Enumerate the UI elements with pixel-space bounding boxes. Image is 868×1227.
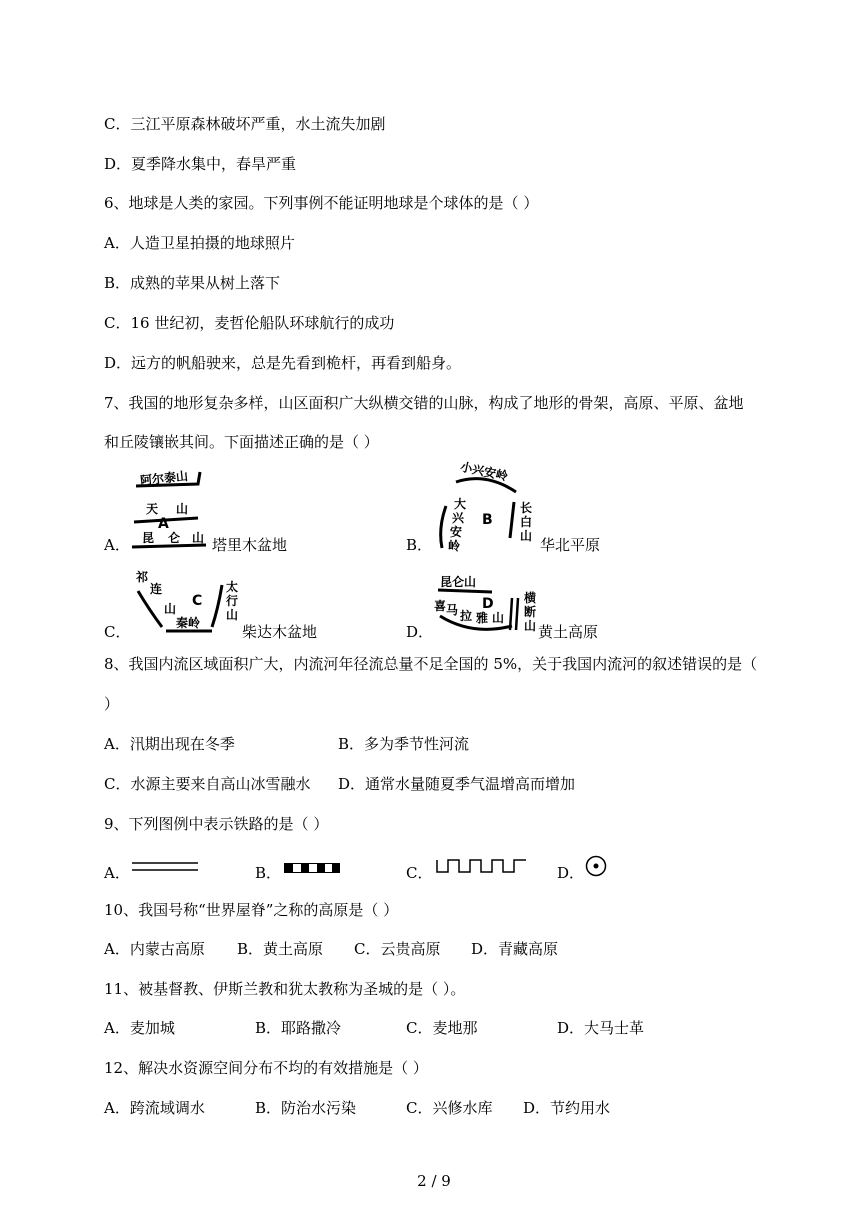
map-label: 行 bbox=[226, 594, 239, 608]
q7-option-d-letter: D． bbox=[406, 623, 434, 641]
q11-stem: 11、被基督教、伊斯兰教和犹太教称为圣城的是（ ）。 bbox=[104, 980, 466, 998]
map-label: 安 bbox=[450, 525, 463, 539]
q7-option-d-answer: 黄土高原 bbox=[538, 623, 599, 641]
q12-option-c: C．兴修水库 bbox=[406, 1099, 493, 1117]
q8-stem-line1: 8、我国内流区域面积广大，内流河年径流总量不足全国的 5%，关于我国内流河的叙述错误的是（ bbox=[104, 655, 758, 673]
q10-option-d: D．青藏高原 bbox=[471, 940, 559, 958]
q9-option-c-letter: C． bbox=[406, 864, 433, 882]
map-label: B bbox=[482, 512, 493, 528]
map-label: 小兴安岭 bbox=[459, 459, 509, 484]
q6-option-b: B．成熟的苹果从树上落下 bbox=[104, 274, 281, 292]
map-label: 白 bbox=[520, 515, 533, 529]
q9-option-a-letter: A． bbox=[104, 864, 130, 882]
q10-stem: 10、我国号称“世界屋脊”之称的高原是（ ） bbox=[104, 901, 399, 919]
map-label: 山 bbox=[492, 611, 505, 625]
q11-option-d: D．大马士革 bbox=[557, 1019, 645, 1037]
q11-option-b: B．耶路撒冷 bbox=[255, 1019, 342, 1037]
q6-option-d: D．远方的帆船驶来，总是先看到桅杆，再看到船身。 bbox=[104, 354, 462, 372]
map-label: 喜 bbox=[434, 599, 447, 613]
map-label: 岭 bbox=[448, 539, 461, 553]
map-label: 昆仑山 bbox=[440, 575, 477, 589]
q7-option-c-map bbox=[130, 565, 242, 643]
map-label: A bbox=[158, 516, 169, 532]
q5-option-c: C．三江平原森林破坏严重，水土流失加剧 bbox=[104, 115, 386, 133]
q7-option-b-answer: 华北平原 bbox=[540, 536, 601, 554]
q8-option-a: A．汛期出现在冬季 bbox=[104, 735, 235, 753]
q8-option-b: B．多为季节性河流 bbox=[338, 735, 470, 753]
map-label: 长 bbox=[520, 501, 533, 515]
map-label: 山 bbox=[520, 529, 533, 543]
map-label: 祁 bbox=[136, 570, 149, 584]
q7-option-b-letter: B． bbox=[406, 536, 433, 554]
q12-option-a: A．跨流域调水 bbox=[104, 1099, 205, 1117]
q9-option-d-capital-icon bbox=[585, 855, 607, 877]
q7-option-c-letter: C． bbox=[104, 623, 131, 641]
q8-stem-line2: ） bbox=[104, 695, 120, 713]
map-label: 昆 bbox=[142, 531, 155, 545]
map-label: 天 bbox=[146, 502, 159, 516]
map-label: 大 bbox=[454, 497, 467, 511]
q6-option-a: A．人造卫星拍摄的地球照片 bbox=[104, 234, 295, 252]
q7-option-a-map bbox=[128, 462, 218, 554]
map-label: 山 bbox=[192, 531, 205, 545]
q9-option-d-letter: D． bbox=[557, 864, 585, 882]
q9-option-b-letter: B． bbox=[255, 864, 282, 882]
map-label: 山 bbox=[226, 608, 239, 622]
q9-stem: 9、下列图例中表示铁路的是（ ） bbox=[104, 815, 329, 833]
q8-option-d: D．通常水量随夏季气温增高而增加 bbox=[338, 775, 576, 793]
page-number: 2 / 9 bbox=[417, 1172, 451, 1190]
q8-option-c: C．水源主要来自高山冰雪融水 bbox=[104, 775, 311, 793]
map-label: 山 bbox=[176, 502, 189, 516]
map-label: 阿尔泰山 bbox=[139, 468, 189, 488]
map-label: 断 bbox=[524, 605, 537, 619]
q7-option-b-map bbox=[430, 458, 540, 554]
q5-option-d: D．夏季降水集中，春旱严重 bbox=[104, 155, 297, 173]
q10-option-c: C．云贵高原 bbox=[354, 940, 441, 958]
map-label: 雅 bbox=[476, 611, 489, 625]
map-label: 秦岭 bbox=[176, 616, 201, 630]
q11-option-a: A．麦加城 bbox=[104, 1019, 175, 1037]
map-label: 马 bbox=[446, 603, 459, 617]
map-label: 兴 bbox=[452, 511, 465, 525]
map-label: 山 bbox=[524, 619, 537, 633]
map-label: 仑 bbox=[168, 531, 181, 545]
q9-option-a-double-line-icon bbox=[132, 860, 198, 874]
map-label: C bbox=[192, 593, 203, 609]
map-label: 山 bbox=[164, 602, 177, 616]
q7-option-c-answer: 柴达木盆地 bbox=[242, 623, 318, 641]
q11-option-c: C．麦地那 bbox=[406, 1019, 478, 1037]
map-label: 连 bbox=[150, 582, 163, 596]
q6-stem: 6、地球是人类的家园。下列事例不能证明地球是个球体的是（ ） bbox=[104, 194, 539, 212]
q12-stem: 12、解决水资源空间分布不均的有效措施是（ ） bbox=[104, 1059, 428, 1077]
q10-option-a: A．内蒙古高原 bbox=[104, 940, 205, 958]
map-label: D bbox=[482, 596, 494, 612]
q7-option-a-letter: A． bbox=[104, 536, 130, 554]
map-label: 太 bbox=[226, 580, 239, 594]
q7-stem-line1: 7、我国的地形复杂多样，山区面积广大纵横交错的山脉，构成了地形的骨架，高原、平原、盆地 bbox=[104, 394, 744, 412]
q7-stem-line2: 和丘陵镶嵌其间。下面描述正确的是（ ） bbox=[104, 433, 379, 451]
q9-option-c-square-wave-icon bbox=[436, 858, 528, 874]
q9-option-b-railway-icon bbox=[284, 863, 340, 873]
map-label: 拉 bbox=[460, 609, 473, 623]
q12-option-b: B．防治水污染 bbox=[255, 1099, 357, 1117]
q10-option-b: B．黄土高原 bbox=[237, 940, 324, 958]
q7-option-d-map bbox=[432, 568, 540, 642]
map-label: 横 bbox=[524, 591, 537, 605]
q7-option-a-answer: 塔里木盆地 bbox=[212, 536, 288, 554]
q6-option-c: C．16 世纪初，麦哲伦船队环球航行的成功 bbox=[104, 314, 395, 332]
q12-option-d: D．节约用水 bbox=[523, 1099, 611, 1117]
